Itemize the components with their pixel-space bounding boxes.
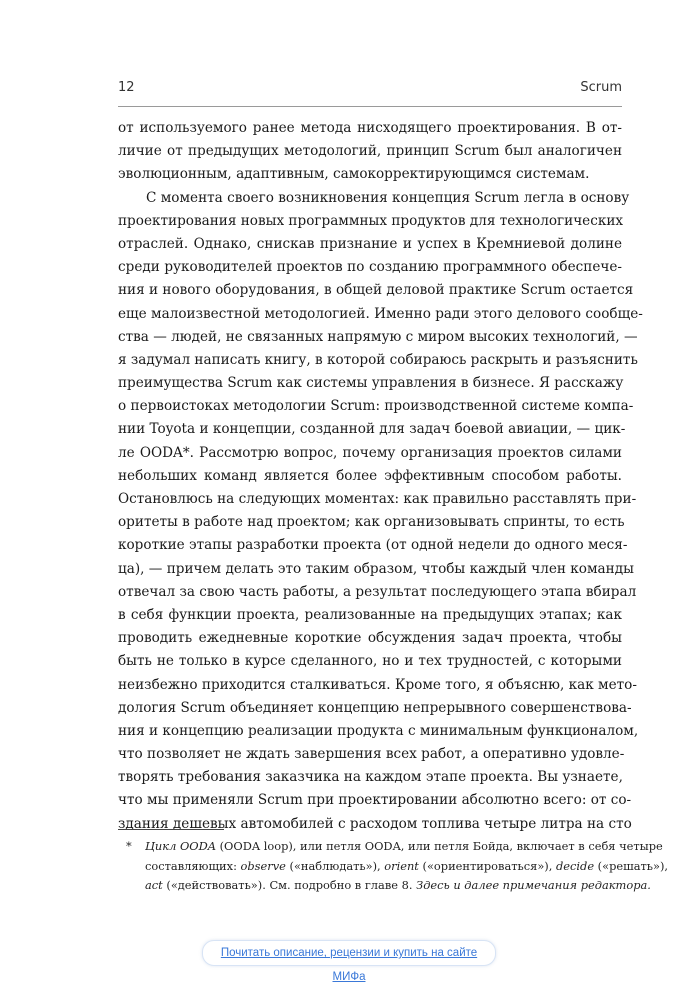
footnote-term: decide — [555, 858, 595, 873]
footnote-text: составляющих: — [145, 858, 241, 873]
text-line: эволюционным, адаптивным, самокорректирующимся системам. — [118, 166, 590, 183]
text-line: ния и концепцию реализации продукта с минимальным функционалом, — [118, 722, 639, 739]
text-line: неизбежно приходится сталкиваться. Кроме того, я объясню, как мето- — [118, 676, 637, 693]
text-line: Остановлюсь на следующих моментах: как правильно расставлять при- — [118, 491, 637, 507]
text-line: творять требования заказчика на каждом этапе проекта. Вы узнаете, — [118, 769, 623, 786]
text-line: дология Scrum объединяет концепцию непрерывного совершенствова- — [118, 699, 632, 716]
text-line: проектирования новых программных продуктов для технологических — [118, 212, 624, 229]
text-line: небольших команд является более эффективным способом работы. — [118, 467, 622, 484]
text-line: личие от предыдущих методологий, принцип Scrum был аналогичен — [118, 143, 622, 160]
footnote-term: observe — [240, 858, 286, 873]
store-link[interactable]: Почитать описание, рецензии и купить на сайте МИФа — [202, 940, 496, 966]
running-title: Scrum — [580, 80, 622, 95]
text-line: отраслей. Однако, снискав признание и успех в Кремниевой долине — [118, 235, 622, 252]
text-line: в себя функции проекта, реализованные на предыдущих этапах; как — [118, 606, 622, 623]
footnote-term: orient — [384, 858, 419, 873]
footnote-line — [118, 837, 663, 857]
header-rule — [118, 106, 622, 107]
text-line: преимущества Scrum как системы управления в бизнесе. Я расскажу — [118, 375, 624, 392]
footnote-text: («ориентироваться»), — [418, 858, 556, 873]
editor-note: Здесь и далее примечания редактора. — [416, 878, 651, 893]
footnote-text: («действовать»). См. подробно в главе 8. — [162, 878, 417, 893]
text-line: я задумал написать книгу, в которой собираюсь раскрыть и разъяснить — [118, 351, 638, 368]
page-header — [118, 80, 622, 98]
text-line: С момента своего возникновения концепция Scrum легла в основу — [146, 189, 630, 206]
footnote-marker: * — [126, 839, 132, 853]
text-line: проводить ежедневные короткие обсуждения задач проекта, чтобы — [118, 630, 622, 647]
footnote-rule — [118, 829, 224, 830]
footnote-text: (OODA loop), или петля OODA, или петля Бойда, включает в себя четыре — [215, 839, 663, 853]
footnote-term: act — [145, 878, 163, 893]
text-line: что мы применяли Scrum при проектировании абсолютно всего: от со- — [118, 792, 632, 809]
text-line: что позволяет не ждать завершения всех работ, а оперативно удовле- — [118, 746, 625, 763]
footnote-line — [118, 876, 651, 896]
text-line: отвечал за свою часть работы, а результат последующего этапа вбирал — [118, 583, 637, 600]
text-line: здания дешевых автомобилей с расходом топлива четыре литра на сто — [118, 815, 632, 832]
text-line: нии Toyota и концепции, созданной для задач боевой авиации, — цик- — [118, 421, 626, 438]
text-line: ца), — причем делать это таким образом, чтобы каждый член команды — [118, 560, 634, 577]
footnote-text: («наблюдать»), — [285, 858, 385, 873]
footnote — [118, 837, 669, 896]
footnote-line — [118, 857, 669, 877]
text-line: от используемого ранее метода нисходящего проектирования. В от- — [118, 120, 622, 136]
text-line: среди руководителей проектов по созданию программного обеспече- — [118, 259, 622, 276]
footnote-term: Цикл OODA — [145, 839, 216, 853]
footnote-text: («решать»), — [594, 858, 669, 873]
page-number: 12 — [118, 80, 135, 95]
text-line: еще малоизвестной методологией. Именно ради этого делового сообще- — [118, 305, 643, 322]
text-line: быть не только в курсе сделанного, но и тех трудностей, с которыми — [118, 653, 622, 670]
body-text — [118, 117, 643, 836]
text-line: ства — людей, не связанных напрямую с миром высоких технологий, — — [118, 328, 638, 345]
text-line: короткие этапы разработки проекта (от одной недели до одного меся- — [118, 537, 628, 554]
text-line: ния и нового оборудования, в общей деловой практике Scrum остается — [118, 282, 634, 299]
text-line: о первоистоках методологии Scrum: производственной системе компа- — [118, 398, 634, 415]
text-line: ле OODA*. Рассмотрю вопрос, почему организация проектов силами — [118, 444, 622, 461]
text-line: оритеты в работе над проектом; как организовывать спринты, то есть — [118, 514, 625, 531]
